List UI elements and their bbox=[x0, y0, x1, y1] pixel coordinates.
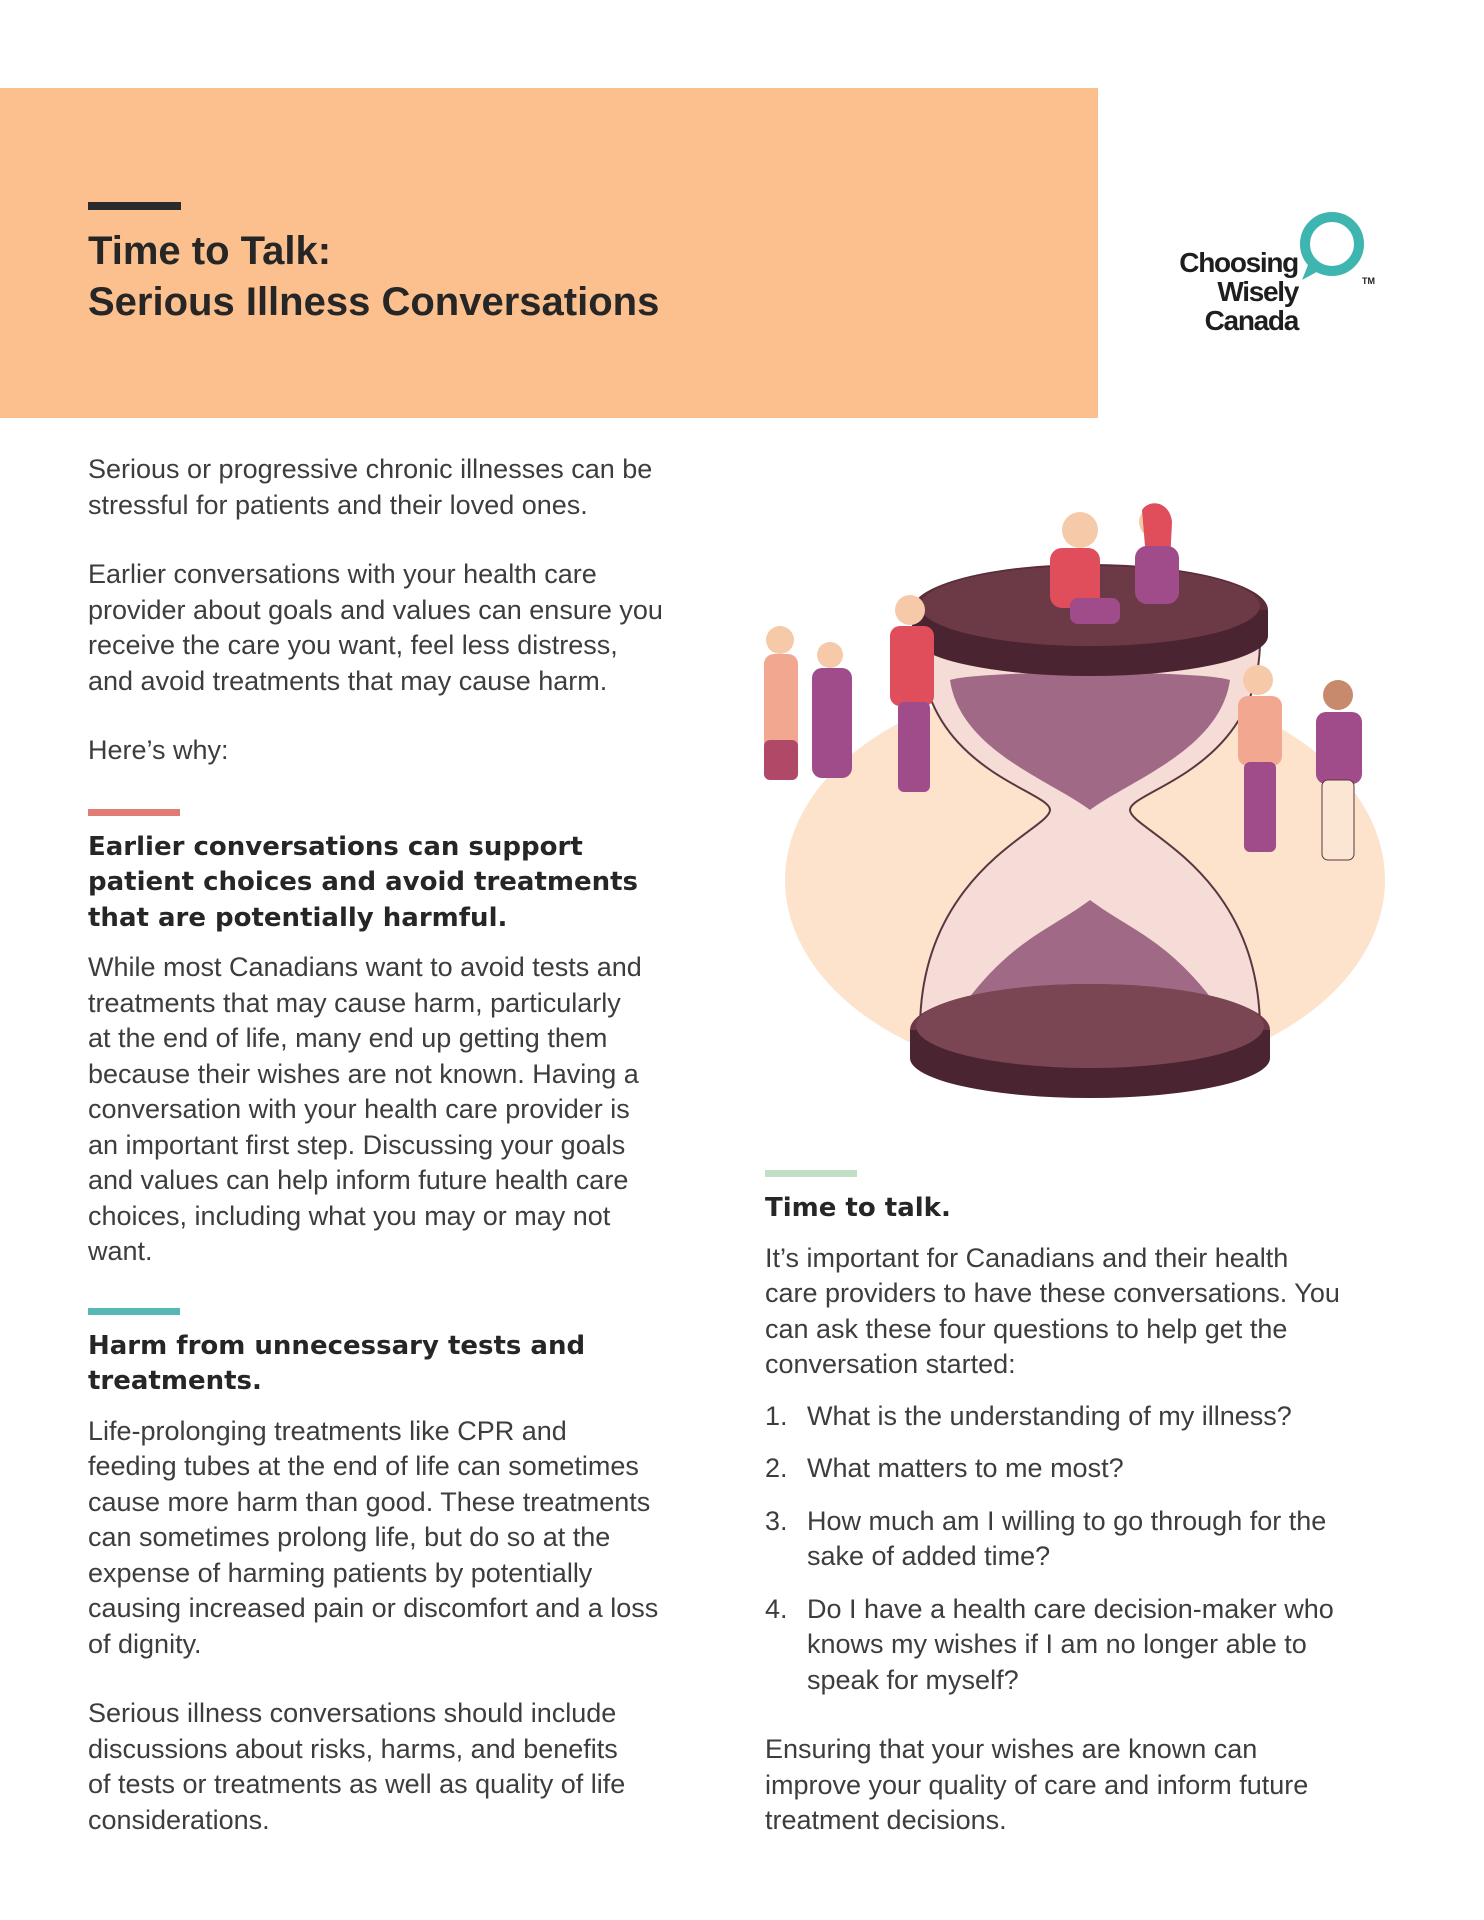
section1-body: While most Canadians want to avoid tests and treatments that may cause harm, particularly at the end of life, many end up getting them because their wishes are not known. Having a conversation with your health care provider is an important first step. Discussing your goals and values can help inform future health care choices, including what you may or may not want. bbox=[88, 952, 642, 1266]
logo-line-3: Canada bbox=[1204, 305, 1298, 336]
question-item: 2. What matters to me most? bbox=[765, 1453, 1124, 1483]
choosing-wisely-logo bbox=[1150, 210, 1390, 350]
logo-wordmark bbox=[1150, 248, 1298, 335]
logo-line-2: Wisely bbox=[1217, 276, 1298, 307]
question-item: 4. Do I have a health care decision-maker who knows my wishes if I am no longer able to speak for myself? bbox=[765, 1593, 1334, 1695]
section3-closing: Ensuring that your wishes are known can improve your quality of care and inform future treatment decisions. bbox=[765, 1734, 1309, 1835]
intro-paragraph-1: Serious or progressive chronic illnesses can be stressful for patients and their loved ones. bbox=[88, 454, 653, 520]
logo-line-1: Choosing bbox=[1179, 247, 1298, 278]
title-line-2: Serious Illness Conversations bbox=[88, 280, 660, 324]
title-line-1: Time to Talk: bbox=[88, 229, 332, 273]
header-rule bbox=[88, 202, 181, 210]
page-title bbox=[88, 226, 988, 328]
section3-rule bbox=[765, 1170, 857, 1177]
section3-body: It’s important for Canadians and their health care providers to have these conversations. You can ask these four questions to help get the conversation started: bbox=[765, 1242, 1340, 1379]
left-column bbox=[88, 452, 728, 1838]
section2-body-1: Life-prolonging treatments like CPR and feeding tubes at the end of life can sometimes cause more harm than good. These treatments can sometimes prolong life, but do so at the expense of harming patients by potentially causing increased pain or discomfort and a loss of dignity. bbox=[88, 1415, 659, 1659]
intro-paragraph-3: Here’s why: bbox=[88, 735, 229, 765]
section2-heading: Harm from unnecessary tests and treatments. bbox=[88, 1330, 586, 1396]
right-column bbox=[765, 1170, 1405, 1839]
trademark-symbol: TM bbox=[1362, 276, 1375, 286]
question-item: 1. What is the understanding of my illness? bbox=[765, 1400, 1292, 1431]
intro-paragraph-2: Earlier conversations with your health care provider about goals and values can ensure you receive the care you want, feel less distress, and avoid treatments that may cause harm. bbox=[88, 559, 663, 696]
section2-rule bbox=[88, 1308, 180, 1315]
speech-bubble-icon bbox=[1296, 210, 1372, 286]
section1-heading: Earlier conversations can support patient choices and avoid treatments that are potentially harmful. bbox=[88, 831, 639, 933]
section3-heading: Time to talk. bbox=[765, 1193, 951, 1223]
hourglass-people-illustration bbox=[750, 470, 1410, 1110]
question-item: 3. How much am I willing to go through for the sake of added time? bbox=[765, 1505, 1327, 1571]
questions-list bbox=[765, 1399, 1405, 1699]
section1-rule bbox=[88, 809, 180, 816]
section2-body-2: Serious illness conversations should include discussions about risks, harms, and benefits of tests or treatments as well as quality of life considerations. bbox=[88, 1698, 626, 1835]
